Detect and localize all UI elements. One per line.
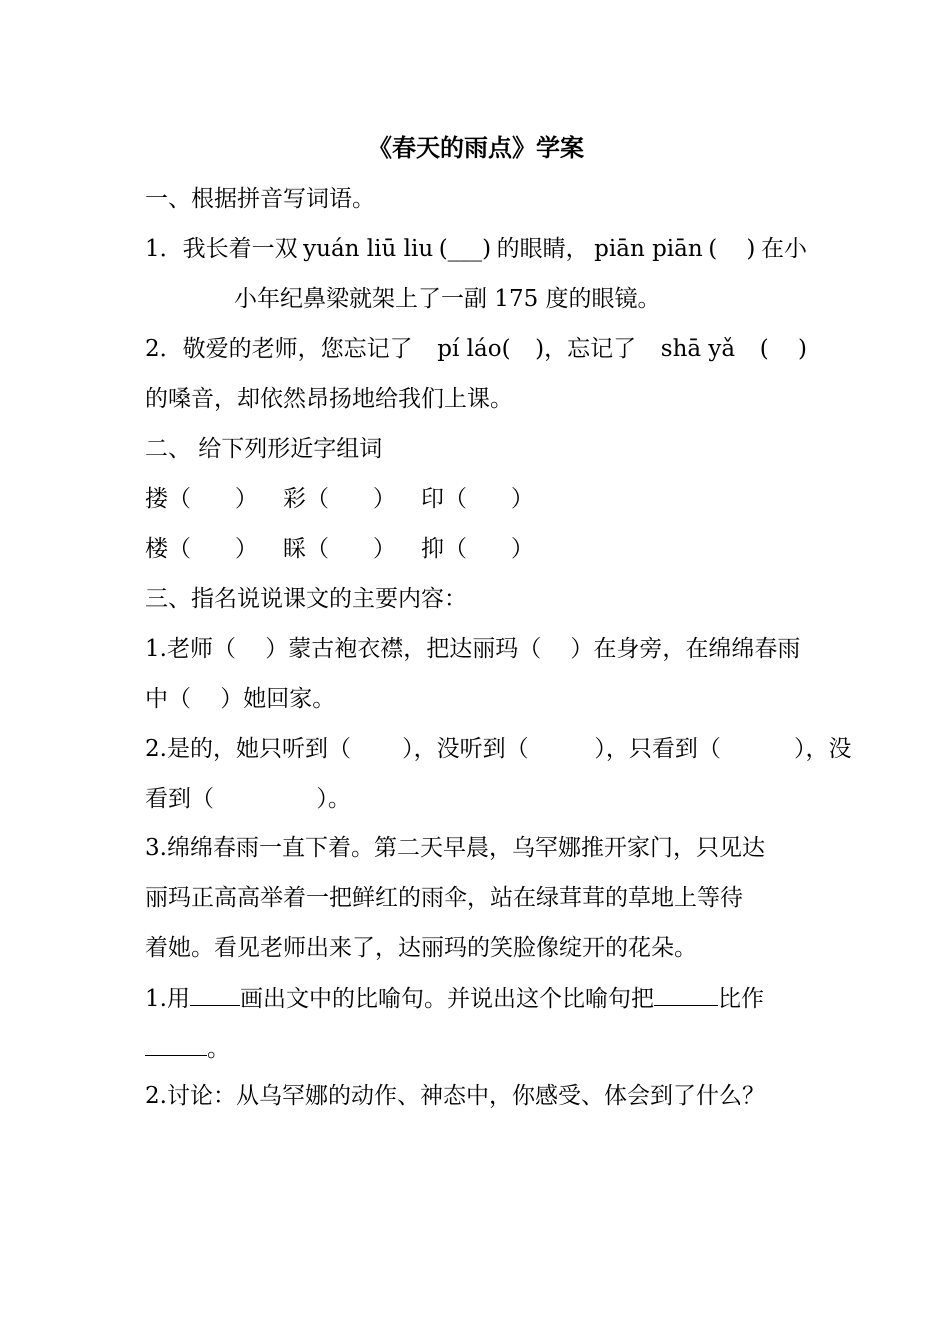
q2-pinyin-2: shā yǎ — [660, 336, 736, 362]
char-item[interactable]: 彩（ ） — [283, 486, 396, 512]
char-item[interactable]: 印（ ） — [421, 486, 534, 512]
section-3-heading: 三、指名说说课文的主要内容： — [145, 586, 467, 612]
q1-text-c: 在小 — [760, 236, 807, 262]
section-2-row-1 — [145, 484, 807, 514]
section-3-question-1-line-2: 中（ ）她回家。 — [145, 686, 336, 712]
section-3-question-2-line-1: 2.是的，她只听到（ ），没听到（ ），只看到（ ），没 — [145, 736, 852, 762]
q2-text-a: 2．敬爱的老师，您忘记了 — [145, 336, 413, 362]
q1-pinyin-1: yuán liū liu — [303, 236, 434, 262]
char-item[interactable]: 搂（ ） — [145, 486, 258, 512]
section-3-sub-question-2: 2.讨论：从乌罕娜的动作、神态中，你感受、体会到了什么？ — [145, 1083, 765, 1109]
sub1-text-c: 比作 — [717, 986, 764, 1012]
section-3-sub-question-1-line-2 — [145, 1033, 807, 1064]
section-3-passage-line-2: 丽玛正高高举着一把鲜红的雨伞，站在绿茸茸的草地上等待 — [145, 885, 743, 911]
q1-blank-1[interactable]: (___) — [438, 236, 492, 262]
q1-pinyin-2: piān piān — [594, 236, 703, 262]
q1-blank-2[interactable]: ( ) — [708, 236, 756, 262]
section-1-question-2-line-2: 的嗓音，却依然昂扬地给我们上课。 — [145, 386, 513, 412]
section-1-question-1-line-2: 小年纪鼻梁就架上了一副 175 度的眼镜。 — [234, 286, 661, 312]
q1-text-b: 的眼睛， — [496, 236, 589, 262]
section-3-passage-line-1: 3.绵绵春雨一直下着。第二天早晨，乌罕娜推开家门，只见达 — [145, 835, 765, 861]
section-1-question-2-line-1 — [145, 334, 807, 364]
q2-pinyin-1: pí láo( — [437, 336, 511, 362]
sub1-blank-3[interactable] — [145, 1033, 207, 1056]
q2-blank-2[interactable]: ( ) — [759, 336, 807, 362]
sub1-blank-2[interactable] — [654, 983, 718, 1006]
page-title: 《春天的雨点》学案 — [368, 133, 584, 162]
q1-text-a: 1．我长着一双 — [145, 236, 298, 262]
section-3-passage-line-3: 着她。看见老师出来了，达丽玛的笑脸像绽开的花朵。 — [145, 935, 697, 961]
section-3-sub-question-1-line-1 — [145, 983, 807, 1014]
char-item[interactable]: 楼（ ） — [145, 536, 258, 562]
section-1-heading: 一、根据拼音写词语。 — [145, 186, 375, 212]
sub1-blank-1[interactable] — [190, 983, 240, 1006]
section-1-question-1-line-1 — [145, 234, 807, 264]
q2-text-b: )，忘记了 — [535, 336, 637, 362]
section-3-question-1-line-1: 1.老师（ ）蒙古袍衣襟，把达丽玛（ ）在身旁，在绵绵春雨 — [145, 636, 801, 662]
sub1-text-b: 画出文中的比喻句。并说出这个比喻句把 — [239, 986, 654, 1012]
sub1-end: 。 — [207, 1036, 230, 1062]
char-item[interactable]: 睬（ ） — [283, 536, 396, 562]
char-item[interactable]: 抑（ ） — [421, 536, 534, 562]
section-2-row-2 — [145, 534, 807, 564]
section-2-heading: 二、 给下列形近字组词 — [145, 436, 383, 462]
sub1-text-a: 1.用 — [145, 986, 190, 1012]
section-3-question-2-line-2: 看到（ ）。 — [145, 786, 351, 812]
